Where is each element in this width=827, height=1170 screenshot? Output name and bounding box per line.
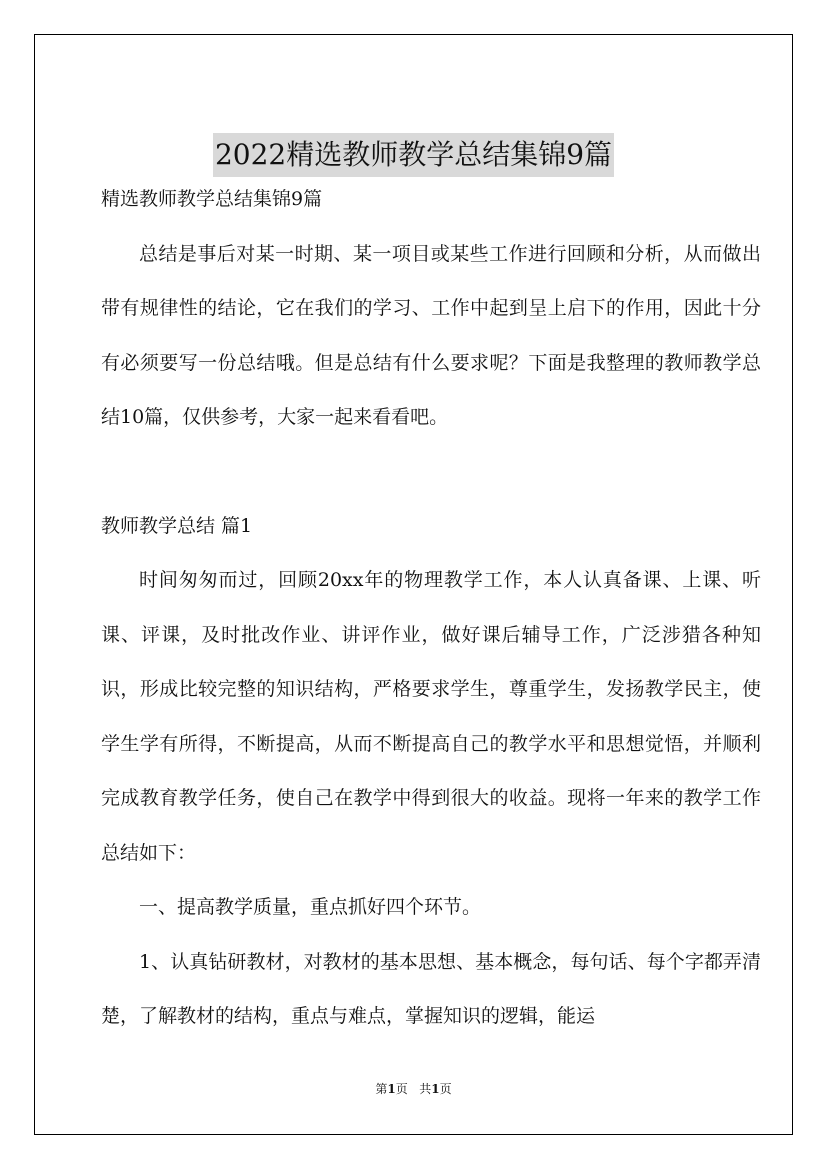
body-paragraph-1: 时间匆匆而过，回顾20xx年的物理教学工作，本人认真备课、上课、听课、评课，及时批改作业、讲评作业，做好课后辅导工作，广泛涉猎各种知识，形成比较完整的知识结构，严格要求学生，尊重学生，发扬教学民主，使学生学有所得，不断提高，从而不断提高自己的教学水平和思想觉悟，并顺利完成教育教学任务，使自己在教学中得到很大的收益。现将一年来的教学工作总结如下： <box>101 569 761 864</box>
document-page <box>34 34 793 1135</box>
total-prefix: 共 <box>419 1082 432 1096</box>
document-body <box>101 172 761 1044</box>
paragraph-spacer <box>101 445 761 499</box>
total-suffix: 页 <box>439 1082 452 1096</box>
document-subtitle: 精选教师教学总结集锦9篇 <box>101 188 323 210</box>
page-current: 1 <box>387 1082 396 1096</box>
point-heading: 一、提高教学质量，重点抓好四个环节。 <box>139 896 482 918</box>
document-title: 2022精选教师教学总结集锦9篇 <box>213 133 614 177</box>
page-total: 1 <box>431 1082 440 1096</box>
body-paragraph-2: 1、认真钻研教材，对教材的基本思想、基本概念，每句话、每个字都弄清楚，了解教材的结构，重点与难点，掌握知识的逻辑，能运 <box>101 950 761 1027</box>
page-suffix: 页 <box>395 1082 408 1096</box>
title-container <box>35 133 792 177</box>
page-prefix: 第 <box>375 1082 388 1096</box>
page-footer <box>35 1081 792 1097</box>
intro-paragraph: 总结是事后对某一时期、某一项目或某些工作进行回顾和分析，从而做出带有规律性的结论，它在我们的学习、工作中起到呈上启下的作用，因此十分有必须要写一份总结哦。但是总结有什么要求呢？下面是我整理的教师教学总结10篇，仅供参考，大家一起来看看吧。 <box>101 242 761 428</box>
section-heading: 教师教学总结 篇1 <box>101 514 253 537</box>
